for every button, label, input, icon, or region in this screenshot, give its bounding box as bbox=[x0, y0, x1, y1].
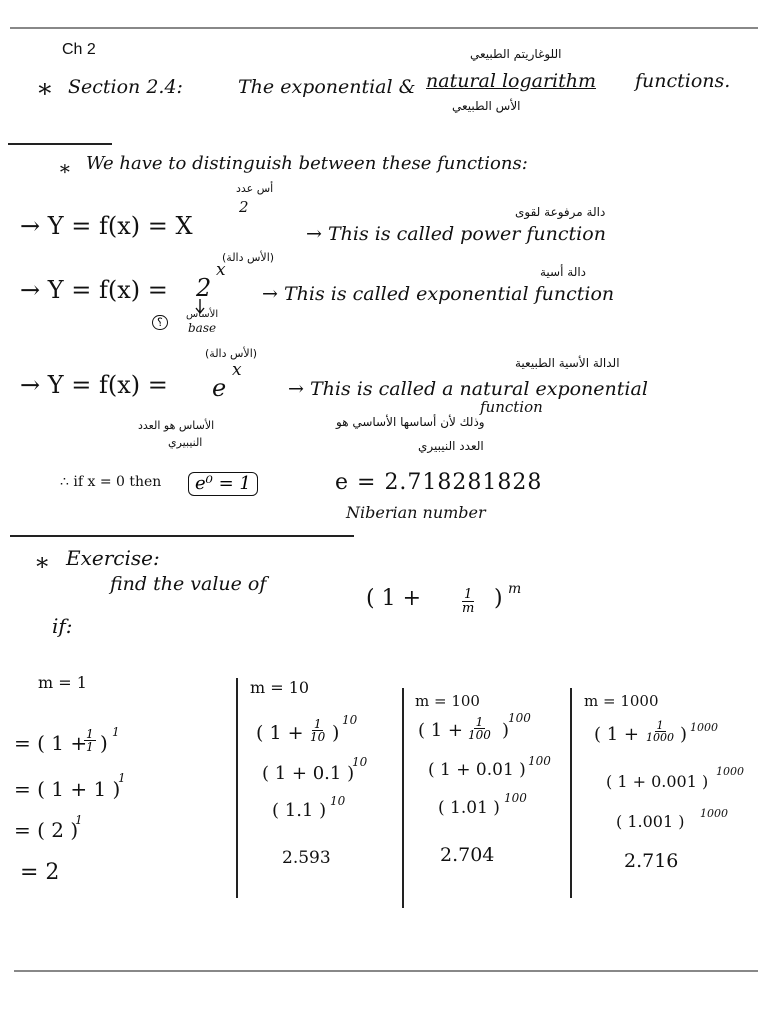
power-lhs: → Y = f(x) = X bbox=[20, 212, 193, 240]
exercise-divider bbox=[10, 535, 354, 537]
top-border bbox=[10, 27, 758, 29]
col1-step2-exp: 1 bbox=[118, 771, 126, 785]
col4-head: m = 1000 bbox=[584, 692, 659, 710]
col1-head: m = 1 bbox=[38, 673, 87, 692]
e-value: e = 2.718281828 bbox=[335, 470, 543, 495]
chapter-label: Ch 2 bbox=[62, 41, 96, 58]
col1-step1-exp: 1 bbox=[112, 725, 120, 739]
exp-base-question-circle: ؟ bbox=[152, 315, 168, 330]
col4-step2: ( 1 + 0.001 ) bbox=[606, 772, 709, 791]
col1-step3-exp: 1 bbox=[75, 813, 83, 827]
col3-step1-post: ) bbox=[502, 720, 510, 741]
exp-arabic-note: دالة أسية bbox=[540, 265, 587, 279]
col2-step1-den: 10 bbox=[310, 730, 326, 744]
exp-base: 2 bbox=[196, 274, 212, 302]
power-arabic-note: دالة مرفوعة لقوى bbox=[515, 205, 606, 219]
col3-head: m = 100 bbox=[415, 692, 480, 710]
power-description: → This is called power function bbox=[306, 223, 606, 245]
col4-step3-exp: 1000 bbox=[700, 807, 728, 820]
bottom-border bbox=[14, 970, 758, 972]
if-x-zero-text: ∴ if x = 0 then bbox=[60, 474, 162, 490]
col4-step2-exp: 1000 bbox=[716, 765, 744, 778]
col4-step1-exp: 1000 bbox=[690, 721, 718, 734]
nat-description-1: → This is called a natural exponential bbox=[288, 378, 648, 400]
section-title-underlined: natural logarithm bbox=[426, 70, 597, 92]
col3-step1-num: 1 bbox=[475, 715, 484, 729]
col2-step1-num: 1 bbox=[313, 717, 322, 731]
col4-step1-num: 1 bbox=[656, 719, 664, 732]
col3-step3-exp: 100 bbox=[504, 791, 527, 805]
col1-result: = 2 bbox=[20, 860, 60, 885]
col4-result: 2.716 bbox=[624, 850, 679, 872]
intro-text: We have to distinguish between these functions: bbox=[86, 153, 528, 174]
col1-step1-fraction bbox=[84, 728, 96, 753]
exercise-expr-close: ) bbox=[494, 586, 503, 611]
nat-arabic-note-2: وذلك لأن أساسها الأساسي هو bbox=[336, 415, 485, 429]
col3-result: 2.704 bbox=[440, 844, 495, 866]
col2-step1-post: ) bbox=[332, 722, 340, 744]
nat-base-note-ar-1: الأساس هو العدد bbox=[138, 419, 215, 432]
col2-step1-exp: 10 bbox=[342, 713, 358, 727]
col2-step1-pre: ( 1 + bbox=[256, 722, 304, 744]
column-divider-3 bbox=[570, 688, 572, 898]
exercise-star: ∗ bbox=[34, 548, 51, 576]
exercise-title: Exercise: bbox=[66, 546, 160, 570]
exercise-expr-numerator: 1 bbox=[464, 587, 473, 602]
power-exp-note: أس عدد bbox=[236, 182, 274, 195]
col4-step3: ( 1.001 ) bbox=[616, 812, 685, 831]
col2-step1-fraction bbox=[310, 718, 325, 743]
exp-lhs: → Y = f(x) = bbox=[20, 276, 168, 304]
exp-base-note-ar: الأساس bbox=[186, 309, 219, 320]
section-star: ∗ bbox=[36, 74, 54, 104]
nat-base-note-ar-2: النيبيري bbox=[168, 436, 203, 449]
nat-exponent-note: (الأس دالة) bbox=[205, 347, 258, 360]
nat-arabic-note-1: الدالة الأسية الطبيعية bbox=[515, 356, 620, 370]
nat-base: e bbox=[212, 374, 227, 402]
section-label: Section 2.4: bbox=[68, 76, 183, 98]
col3-step2: ( 1 + 0.01 ) bbox=[428, 760, 526, 780]
col3-step1-fraction bbox=[468, 716, 491, 741]
exercise-expr-fraction bbox=[462, 588, 474, 615]
column-divider-2 bbox=[402, 688, 404, 908]
col1-step1-den: 1 bbox=[86, 740, 94, 754]
col1-step3: = ( 2 ) bbox=[14, 818, 79, 842]
exp-description: → This is called exponential function bbox=[262, 283, 615, 305]
col2-step3-exp: 10 bbox=[330, 794, 346, 808]
section-arabic-below: الأس الطبيعي bbox=[452, 99, 521, 113]
col3-step2-exp: 100 bbox=[528, 754, 551, 768]
col4-step1-den: 1000 bbox=[646, 731, 674, 744]
col3-step3: ( 1.01 ) bbox=[438, 798, 500, 818]
exercise-expr-open: ( 1 + bbox=[366, 586, 421, 611]
power-exponent: 2 bbox=[239, 198, 249, 216]
e-zero-boxed-result: e⁰ = 1 bbox=[188, 472, 258, 496]
col4-step1-pre: ( 1 + bbox=[594, 724, 639, 745]
exp-base-note: base bbox=[188, 321, 217, 335]
nat-description-2: function bbox=[480, 398, 543, 416]
col1-step1-num: 1 bbox=[86, 727, 94, 741]
col2-step3: ( 1.1 ) bbox=[272, 800, 327, 821]
section-title-pre: The exponential & bbox=[238, 76, 416, 98]
exp-exponent-note: (الأس دالة) bbox=[222, 251, 275, 264]
exercise-if: if: bbox=[52, 614, 73, 638]
col1-step1-post: ) bbox=[100, 731, 108, 755]
exercise-expr-denominator: m bbox=[462, 601, 475, 616]
column-divider-1 bbox=[236, 678, 238, 898]
section-title-post: functions. bbox=[635, 70, 731, 92]
section-arabic-above: اللوغاريتم الطبيعي bbox=[470, 47, 562, 61]
col2-result: 2.593 bbox=[282, 848, 331, 868]
col2-step2: ( 1 + 0.1 ) bbox=[262, 763, 355, 784]
col1-step1-pre: = ( 1 + bbox=[14, 731, 88, 755]
section-divider bbox=[8, 143, 112, 145]
col2-step2-exp: 10 bbox=[352, 755, 368, 769]
intro-star: ∗ bbox=[58, 156, 72, 180]
col4-step1-fraction bbox=[646, 720, 674, 743]
col4-step1-post: ) bbox=[680, 724, 688, 745]
e-name: Niberian number bbox=[346, 503, 486, 522]
col3-step1-exp: 100 bbox=[508, 711, 531, 725]
exercise-expr-exponent: m bbox=[508, 581, 522, 597]
col1-step2: = ( 1 + 1 ) bbox=[14, 777, 121, 801]
exercise-prompt: find the value of bbox=[110, 573, 267, 595]
exp-exponent: x bbox=[216, 260, 226, 280]
col2-head: m = 10 bbox=[250, 678, 310, 697]
nat-arabic-note-3: العدد النيبيري bbox=[418, 439, 484, 453]
col3-step1-pre: ( 1 + bbox=[418, 720, 463, 741]
nat-exponent: x bbox=[232, 360, 242, 380]
nat-lhs: → Y = f(x) = bbox=[20, 371, 168, 399]
col3-step1-den: 100 bbox=[468, 728, 491, 742]
